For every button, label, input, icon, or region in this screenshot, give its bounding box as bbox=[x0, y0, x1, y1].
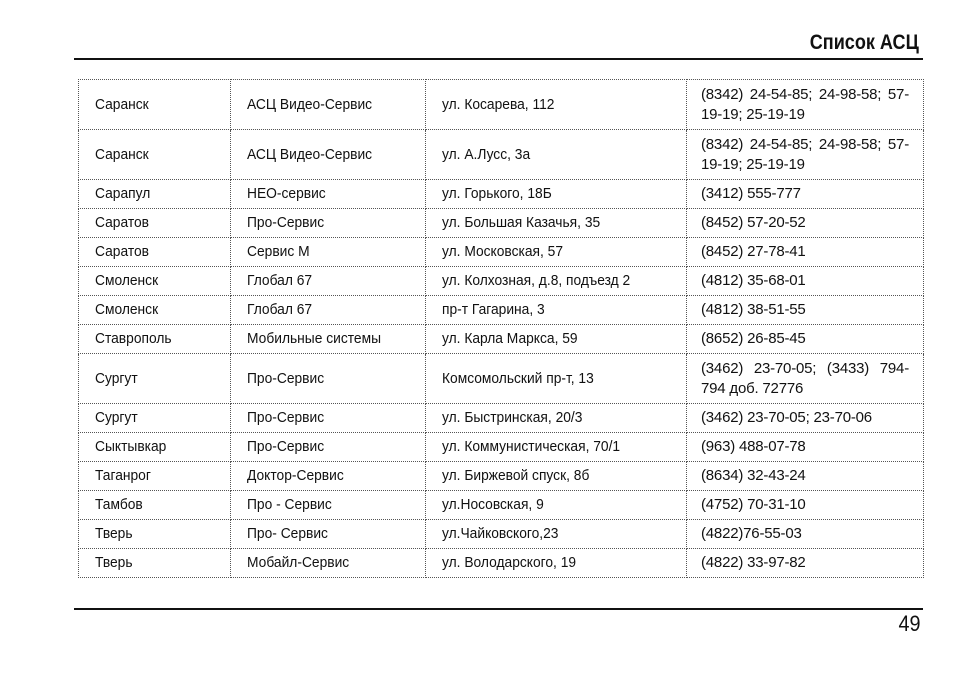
phone-cell-text: (4822)76-55-03 bbox=[701, 525, 802, 542]
service-name-cell bbox=[231, 209, 426, 238]
phone-cell bbox=[687, 354, 924, 404]
city-cell-text: Сарапул bbox=[95, 185, 151, 202]
address-cell bbox=[426, 520, 687, 549]
phone-cell bbox=[687, 325, 924, 354]
phone-cell-text: (3412) 555-777 bbox=[701, 185, 801, 202]
table-row bbox=[79, 80, 924, 130]
phone-cell bbox=[687, 404, 924, 433]
service-name-cell-text: Глобал 67 bbox=[247, 301, 313, 318]
service-name-cell-text: Про-Сервис bbox=[247, 214, 325, 231]
table-row bbox=[79, 404, 924, 433]
footer-divider bbox=[74, 608, 923, 610]
city-cell-text: Тверь bbox=[95, 554, 133, 571]
address-cell-text: ул. Горького, 18Б bbox=[442, 185, 552, 202]
city-cell bbox=[79, 433, 231, 462]
city-cell bbox=[79, 80, 231, 130]
table-row bbox=[79, 296, 924, 325]
phone-cell bbox=[687, 130, 924, 180]
city-cell bbox=[79, 180, 231, 209]
phone-cell bbox=[687, 296, 924, 325]
address-cell bbox=[426, 354, 687, 404]
service-name-cell-text: Про-Сервис bbox=[247, 409, 325, 426]
phone-cell-text: (8634) 32-43-24 bbox=[701, 467, 806, 484]
address-cell bbox=[426, 80, 687, 130]
address-cell-text: пр-т Гагарина, 3 bbox=[442, 301, 545, 318]
city-cell bbox=[79, 520, 231, 549]
city-cell bbox=[79, 491, 231, 520]
phone-cell bbox=[687, 267, 924, 296]
city-cell bbox=[79, 404, 231, 433]
table-row bbox=[79, 267, 924, 296]
service-name-cell-text: Мобильные системы bbox=[247, 330, 381, 347]
page-title: Список АСЦ bbox=[809, 31, 919, 54]
service-name-cell bbox=[231, 325, 426, 354]
table-row bbox=[79, 462, 924, 491]
service-name-cell-text: АСЦ Видео-Сервис bbox=[247, 95, 373, 113]
table-row bbox=[79, 354, 924, 404]
phone-cell-text: (4812) 38-51-55 bbox=[701, 301, 806, 318]
phone-cell bbox=[687, 462, 924, 491]
service-name-cell-text: АСЦ Видео-Сервис bbox=[247, 145, 373, 163]
city-cell bbox=[79, 325, 231, 354]
service-name-cell-text: Глобал 67 bbox=[247, 272, 313, 289]
service-name-cell bbox=[231, 238, 426, 267]
service-name-cell-text: Мобайл-Сервис bbox=[247, 554, 350, 571]
address-cell-text: ул. Быстринская, 20/3 bbox=[442, 409, 583, 426]
address-cell-text: ул. А.Лусс, 3а bbox=[442, 145, 531, 163]
service-name-cell-text: Про- Сервис bbox=[247, 525, 328, 542]
address-cell-text: ул. Колхозная, д.8, подъезд 2 bbox=[442, 272, 631, 289]
table-row bbox=[79, 491, 924, 520]
service-name-cell bbox=[231, 520, 426, 549]
address-cell bbox=[426, 433, 687, 462]
address-cell bbox=[426, 325, 687, 354]
address-cell-text: ул. Косарева, 112 bbox=[442, 95, 555, 113]
service-name-cell bbox=[231, 296, 426, 325]
city-cell bbox=[79, 209, 231, 238]
service-name-cell-text: Про-Сервис bbox=[247, 369, 325, 387]
address-cell bbox=[426, 238, 687, 267]
city-cell bbox=[79, 238, 231, 267]
city-cell bbox=[79, 130, 231, 180]
phone-cell bbox=[687, 520, 924, 549]
address-cell bbox=[426, 267, 687, 296]
city-cell-text: Тверь bbox=[95, 525, 133, 542]
service-name-cell bbox=[231, 80, 426, 130]
address-cell bbox=[426, 296, 687, 325]
address-cell bbox=[426, 462, 687, 491]
phone-cell bbox=[687, 491, 924, 520]
address-cell-text: ул. Большая Казачья, 35 bbox=[442, 214, 601, 231]
phone-cell-text: (4812) 35-68-01 bbox=[701, 272, 806, 289]
service-name-cell-text: НЕО-сервис bbox=[247, 185, 326, 202]
city-cell bbox=[79, 267, 231, 296]
table-row bbox=[79, 433, 924, 462]
city-cell bbox=[79, 462, 231, 491]
city-cell-text: Саранск bbox=[95, 145, 149, 163]
table-row bbox=[79, 180, 924, 209]
phone-cell-text: (963) 488-07-78 bbox=[701, 438, 806, 455]
address-cell-text: ул. Коммунистическая, 70/1 bbox=[442, 438, 621, 455]
city-cell bbox=[79, 354, 231, 404]
phone-cell-text: (3462) 23-70-05; (3433) 794-794 доб. 72776 bbox=[701, 359, 909, 397]
phone-cell bbox=[687, 549, 924, 578]
service-name-cell bbox=[231, 404, 426, 433]
phone-cell bbox=[687, 80, 924, 130]
city-cell-text: Саратов bbox=[95, 243, 150, 260]
city-cell-text: Тамбов bbox=[95, 496, 143, 513]
city-cell-text: Сургут bbox=[95, 409, 138, 426]
address-cell-text: ул. Московская, 57 bbox=[442, 243, 563, 260]
city-cell-text: Смоленск bbox=[95, 272, 159, 289]
service-name-cell-text: Про-Сервис bbox=[247, 438, 325, 455]
service-name-cell bbox=[231, 354, 426, 404]
city-cell-text: Сыктывкар bbox=[95, 438, 167, 455]
phone-cell bbox=[687, 238, 924, 267]
table-body bbox=[79, 80, 924, 578]
address-cell bbox=[426, 130, 687, 180]
service-name-cell bbox=[231, 267, 426, 296]
city-cell-text: Ставрополь bbox=[95, 330, 172, 347]
table-row bbox=[79, 130, 924, 180]
address-cell bbox=[426, 404, 687, 433]
service-name-cell bbox=[231, 433, 426, 462]
table-row bbox=[79, 209, 924, 238]
service-center-table bbox=[78, 79, 924, 578]
phone-cell bbox=[687, 180, 924, 209]
city-cell bbox=[79, 296, 231, 325]
service-name-cell bbox=[231, 462, 426, 491]
service-name-cell bbox=[231, 549, 426, 578]
service-name-cell-text: Сервис М bbox=[247, 243, 310, 260]
service-name-cell-text: Про - Сервис bbox=[247, 496, 332, 513]
service-name-cell bbox=[231, 130, 426, 180]
address-cell-text: ул. Володарского, 19 bbox=[442, 554, 577, 571]
table-row bbox=[79, 325, 924, 354]
address-cell-text: ул. Биржевой спуск, 8б bbox=[442, 467, 590, 484]
page-number: 49 bbox=[897, 611, 920, 636]
address-cell bbox=[426, 549, 687, 578]
service-name-cell-text: Доктор-Сервис bbox=[247, 467, 344, 484]
city-cell-text: Смоленск bbox=[95, 301, 159, 318]
address-cell-text: ул. Карла Маркса, 59 bbox=[442, 330, 578, 347]
service-name-cell bbox=[231, 491, 426, 520]
phone-cell-text: (8452) 27-78-41 bbox=[701, 243, 806, 260]
phone-cell-text: (4752) 70-31-10 bbox=[701, 496, 806, 513]
city-cell-text: Сургут bbox=[95, 369, 138, 387]
city-cell bbox=[79, 549, 231, 578]
address-cell-text: ул.Носовская, 9 bbox=[442, 496, 544, 513]
city-cell-text: Саратов bbox=[95, 214, 150, 231]
phone-cell bbox=[687, 433, 924, 462]
address-cell bbox=[426, 491, 687, 520]
phone-cell-text: (8652) 26-85-45 bbox=[701, 330, 806, 347]
city-cell-text: Саранск bbox=[95, 95, 149, 113]
address-cell bbox=[426, 180, 687, 209]
header-divider bbox=[74, 58, 923, 60]
address-cell bbox=[426, 209, 687, 238]
phone-cell bbox=[687, 209, 924, 238]
phone-cell-text: (8342) 24-54-85; 24-98-58; 57-19-19; 25-19-19 bbox=[701, 85, 909, 123]
address-cell-text: Комсомольский пр-т, 13 bbox=[442, 369, 594, 387]
city-cell-text: Таганрог bbox=[95, 467, 151, 484]
phone-cell-text: (4822) 33-97-82 bbox=[701, 554, 806, 571]
address-cell-text: ул.Чайковского,23 bbox=[442, 525, 559, 542]
table-row bbox=[79, 549, 924, 578]
service-name-cell bbox=[231, 180, 426, 209]
table-row bbox=[79, 238, 924, 267]
phone-cell-text: (3462) 23-70-05; 23-70-06 bbox=[701, 409, 872, 426]
phone-cell-text: (8452) 57-20-52 bbox=[701, 214, 806, 231]
phone-cell-text: (8342) 24-54-85; 24-98-58; 57-19-19; 25-19-19 bbox=[701, 135, 909, 173]
table-row bbox=[79, 520, 924, 549]
